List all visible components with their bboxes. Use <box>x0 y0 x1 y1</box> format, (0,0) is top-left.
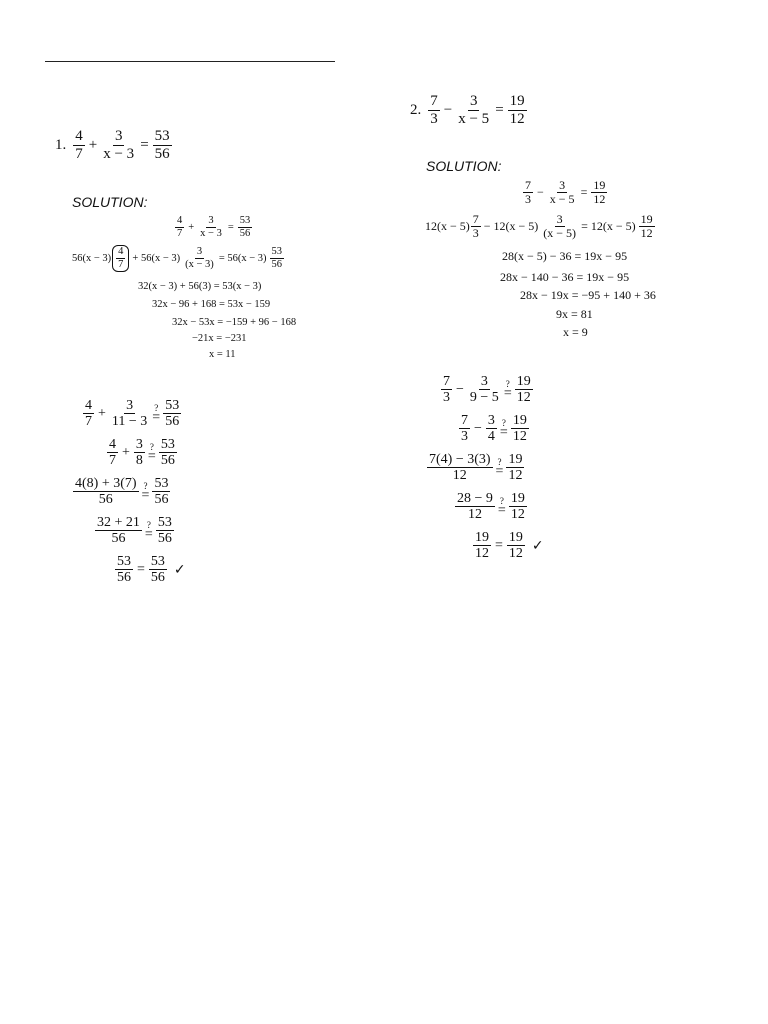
problem2-equation <box>410 93 528 128</box>
problem1-solution-equation: $\frac{4}{7}$ + $\frac{3}{x - 3}$ = $\frac{53}{56}$ <box>177 215 251 239</box>
equals: = <box>140 136 149 153</box>
problem1-check-line-4: $\frac{32 + 21}{56}$ ? = $\frac{53}{56}$ <box>97 515 172 547</box>
question-equals: ? = <box>152 402 161 426</box>
frac: $\frac{3}{(x - 5)}$ <box>543 212 577 241</box>
question-equals: ? = <box>141 480 150 504</box>
checkmark-icon: ✓ <box>531 538 544 555</box>
question-equals: ? = <box>495 456 504 480</box>
frac: $\frac{7}{3}$ <box>525 178 531 207</box>
frac: $\frac{3}{x - 5}$ <box>458 93 490 127</box>
problem2-number: 2. <box>410 101 422 118</box>
term: = 56(x − 3) <box>218 252 267 264</box>
problem1-step-5: x = 11 <box>209 349 236 360</box>
frac: $\frac{3}{x - 3}$ <box>103 128 135 162</box>
question-equals: ? = <box>503 378 512 402</box>
problem2-check-line-4: $\frac{28 - 9}{12}$ ? = $\frac{19}{12}$ <box>457 491 525 523</box>
question-equals: ? = <box>499 417 508 441</box>
problem2-check-line-2: $\frac{7}{3}$ − $\frac{3}{4}$ ? = $\frac{19}{12}$ <box>461 413 527 445</box>
frac: $\frac{7}{3}$ <box>430 93 438 127</box>
problem2-multiply-step <box>425 213 656 241</box>
term: 12(x − 5) <box>425 219 470 234</box>
problem1-step-2: 32x − 96 + 168 = 53x − 159 <box>152 299 271 310</box>
problem1-check-line-2: $\frac{4}{7}$ + $\frac{3}{8}$ ? = $\frac{53}{56}$ <box>109 437 175 469</box>
frac: $\frac{3}{x - 3}$ <box>200 215 222 239</box>
frac: $\frac{7}{3}$ <box>472 212 479 241</box>
question-equals: ? = <box>147 441 156 465</box>
frac: $\frac{3}{x - 5}$ <box>549 178 575 207</box>
operator: + <box>88 136 98 153</box>
top-rule <box>45 61 335 62</box>
paren-frac: $\frac{4}{7}$ <box>112 245 129 272</box>
term: + 56(x − 3) <box>132 252 181 264</box>
question-equals: ? = <box>144 519 153 543</box>
problem1-check-line-3: $\frac{4(8) + 3(7)}{56}$ ? = $\frac{53}{56}$ <box>75 476 169 508</box>
frac: $\frac{19}{12}$ <box>509 93 525 127</box>
frac: $\frac{53}{56}$ <box>271 246 283 270</box>
problem1-multiply-step <box>72 245 285 272</box>
term: 56(x − 3) <box>72 252 112 264</box>
term: − 12(x − 5) <box>483 219 539 234</box>
checkmark-icon: ✓ <box>173 562 186 579</box>
frac: $\frac{3}{(x - 3)}$ <box>185 246 214 270</box>
problem2-step-3: 28x − 19x = −95 + 140 + 36 <box>520 288 656 302</box>
problem1-step-1: 32(x − 3) + 56(3) = 53(x − 3) <box>138 281 262 292</box>
problem1-equation <box>55 128 173 163</box>
frac: $\frac{4}{7}$ <box>177 215 183 239</box>
problem2-check-line-1: $\frac{7}{3}$ − $\frac{3}{9 - 5}$ ? = $\frac{19}{12}$ <box>443 374 531 406</box>
frac: $\frac{19}{12}$ <box>593 178 606 207</box>
problem2-step-1: 28(x − 5) − 36 = 19x − 95 <box>502 249 628 263</box>
problem2-solution-equation: $\frac{7}{3}$ − $\frac{3}{x - 5}$ = $\frac{19}{12}$ <box>525 178 606 207</box>
problem2-check-line-3: $\frac{7(4) - 3(3)}{12}$ ? = $\frac{19}{12}$ <box>429 452 523 484</box>
term: = 12(x − 5) <box>581 219 636 234</box>
problem1-solution-label: SOLUTION: <box>72 194 148 210</box>
frac: $\frac{4}{7}$ <box>75 128 83 162</box>
frac: $\frac{53}{56}$ <box>239 215 251 239</box>
problem2-step-2: 28x − 140 − 36 = 19x − 95 <box>500 270 630 284</box>
problem2-step-4: 9x = 81 <box>556 307 593 321</box>
problem1-check-line-5: $\frac{53}{56}$ = $\frac{53}{56}$ ✓ <box>117 554 186 586</box>
problem1-number: 1. <box>55 136 67 153</box>
frac: $\frac{53}{56}$ <box>154 128 170 162</box>
problem2-step-5: x = 9 <box>563 325 588 339</box>
equals: = <box>495 101 504 118</box>
problem1-step-3: 32x − 53x = −159 + 96 − 168 <box>172 317 297 328</box>
frac: $\frac{19}{12}$ <box>640 212 653 241</box>
problem1-check-line-1: $\frac{4}{7}$ + $\frac{3}{11 - 3}$ ? = $\frac{53}{56}$ <box>85 398 180 430</box>
problem2-solution-label: SOLUTION: <box>426 158 502 174</box>
operator: − <box>443 101 453 118</box>
problem2-check-line-5: $\frac{19}{12}$ = $\frac{19}{12}$ ✓ <box>475 530 544 562</box>
question-equals: ? = <box>497 495 506 519</box>
problem1-step-4: −21x = −231 <box>192 333 247 344</box>
